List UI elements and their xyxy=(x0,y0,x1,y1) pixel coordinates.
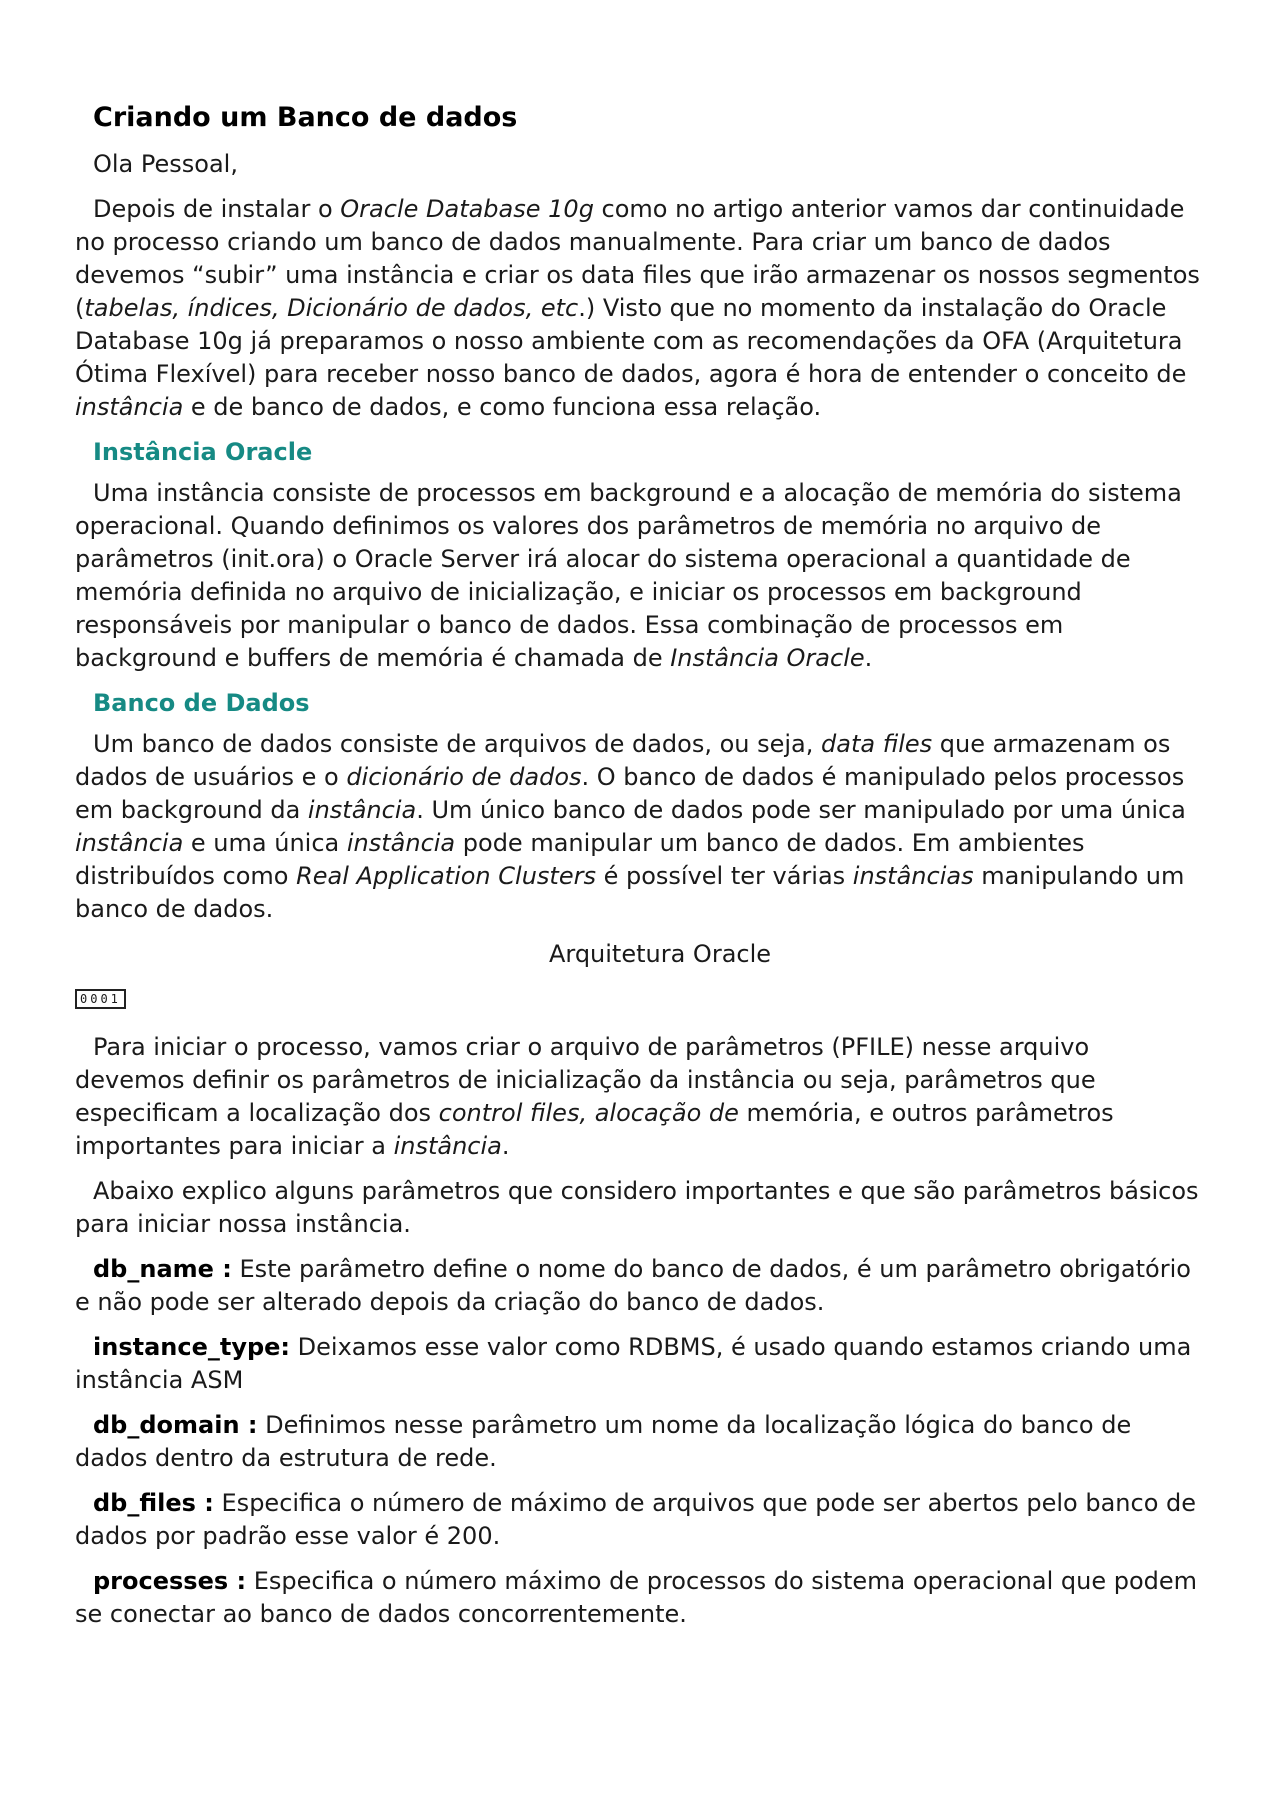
param-item: db_domain : Definimos nesse parâmetro um nome da localização lógica do banco de dados dentro da estrutura de rede. xyxy=(75,1411,1132,1472)
param-item: db_files : Especifica o número de máximo de arquivos que pode ser abertos pelo banco de dados por padrão esse valor é 200. xyxy=(75,1489,1197,1550)
figure-placeholder-row xyxy=(75,979,1205,1021)
instancia-paragraph: Uma instância consiste de processos em background e a alocação de memória do sistema operacional. Quando definimos os valores dos parâmetros de memória no arquivo de parâmetros (init.ora) o Oracle Server irá alocar do sistema operacional a quantidade de memória definida no arquivo de inicialização, e iniciar os processos em background responsáveis por manipular o banco de dados. Essa combinação de processos em background e buffers de memória é chamada de Instância Oracle. xyxy=(75,479,1182,672)
param-item: db_name : Este parâmetro define o nome do banco de dados, é um parâmetro obrigatório e não pode ser alterado depois da criação do banco de dados. xyxy=(75,1255,1191,1316)
param-item: processes : Especifica o número máximo de processos do sistema operacional que podem se conectar ao banco de dados concorrentemente. xyxy=(75,1567,1198,1628)
param-item: instance_type: Deixamos esse valor como RDBMS, é usado quando estamos criando uma instância ASM xyxy=(75,1333,1192,1394)
banco-paragraph: Um banco de dados consiste de arquivos de dados, ou seja, data files que armazenam os dados de usuários e o dicionário de dados. O banco de dados é manipulado pelos processos em background da instância. Um único banco de dados pode ser manipulado por uma única instância e uma única instância pode manipular um banco de dados. Em ambientes distribuídos como Real Application Clusters é possível ter várias instâncias manipulando um banco de dados. xyxy=(75,730,1186,923)
missing-image-icon: 0001 xyxy=(75,989,126,1009)
document-page xyxy=(75,100,1205,1643)
section-heading-banco: Banco de Dados xyxy=(93,689,310,717)
pfile-paragraph: Para iniciar o processo, vamos criar o arquivo de parâmetros (PFILE) nesse arquivo devemos definir os parâmetros de inicialização da instância ou seja, parâmetros que especificam a localização dos control files, alocação de memória, e outros parâmetros importantes para iniciar a instância. xyxy=(75,1033,1114,1160)
greeting: Ola Pessoal, xyxy=(93,150,238,178)
page-title: Criando um Banco de dados xyxy=(93,102,518,133)
section-heading-instancia: Instância Oracle xyxy=(93,438,313,466)
figure-caption: Arquitetura Oracle xyxy=(548,940,772,968)
params-intro: Abaixo explico alguns parâmetros que considero importantes e que são parâmetros básicos para iniciar nossa instância. xyxy=(75,1177,1199,1238)
intro-paragraph: Depois de instalar o Oracle Database 10g como no artigo anterior vamos dar continuidade no processo criando um banco de dados manualmente. Para criar um banco de dados devemos “subir” uma instância e criar os data files que irão armazenar os nossos segmentos (tabelas, índices, Dicionário de dados, etc.) Visto que no momento da instalação do Oracle Database 10g já preparamos o nosso ambiente com as recomendações da OFA (Arquitetura Ótima Flexível) para receber nosso banco de dados, agora é hora de entender o conceito de instância e de banco de dados, e como funciona essa relação. xyxy=(75,195,1200,421)
